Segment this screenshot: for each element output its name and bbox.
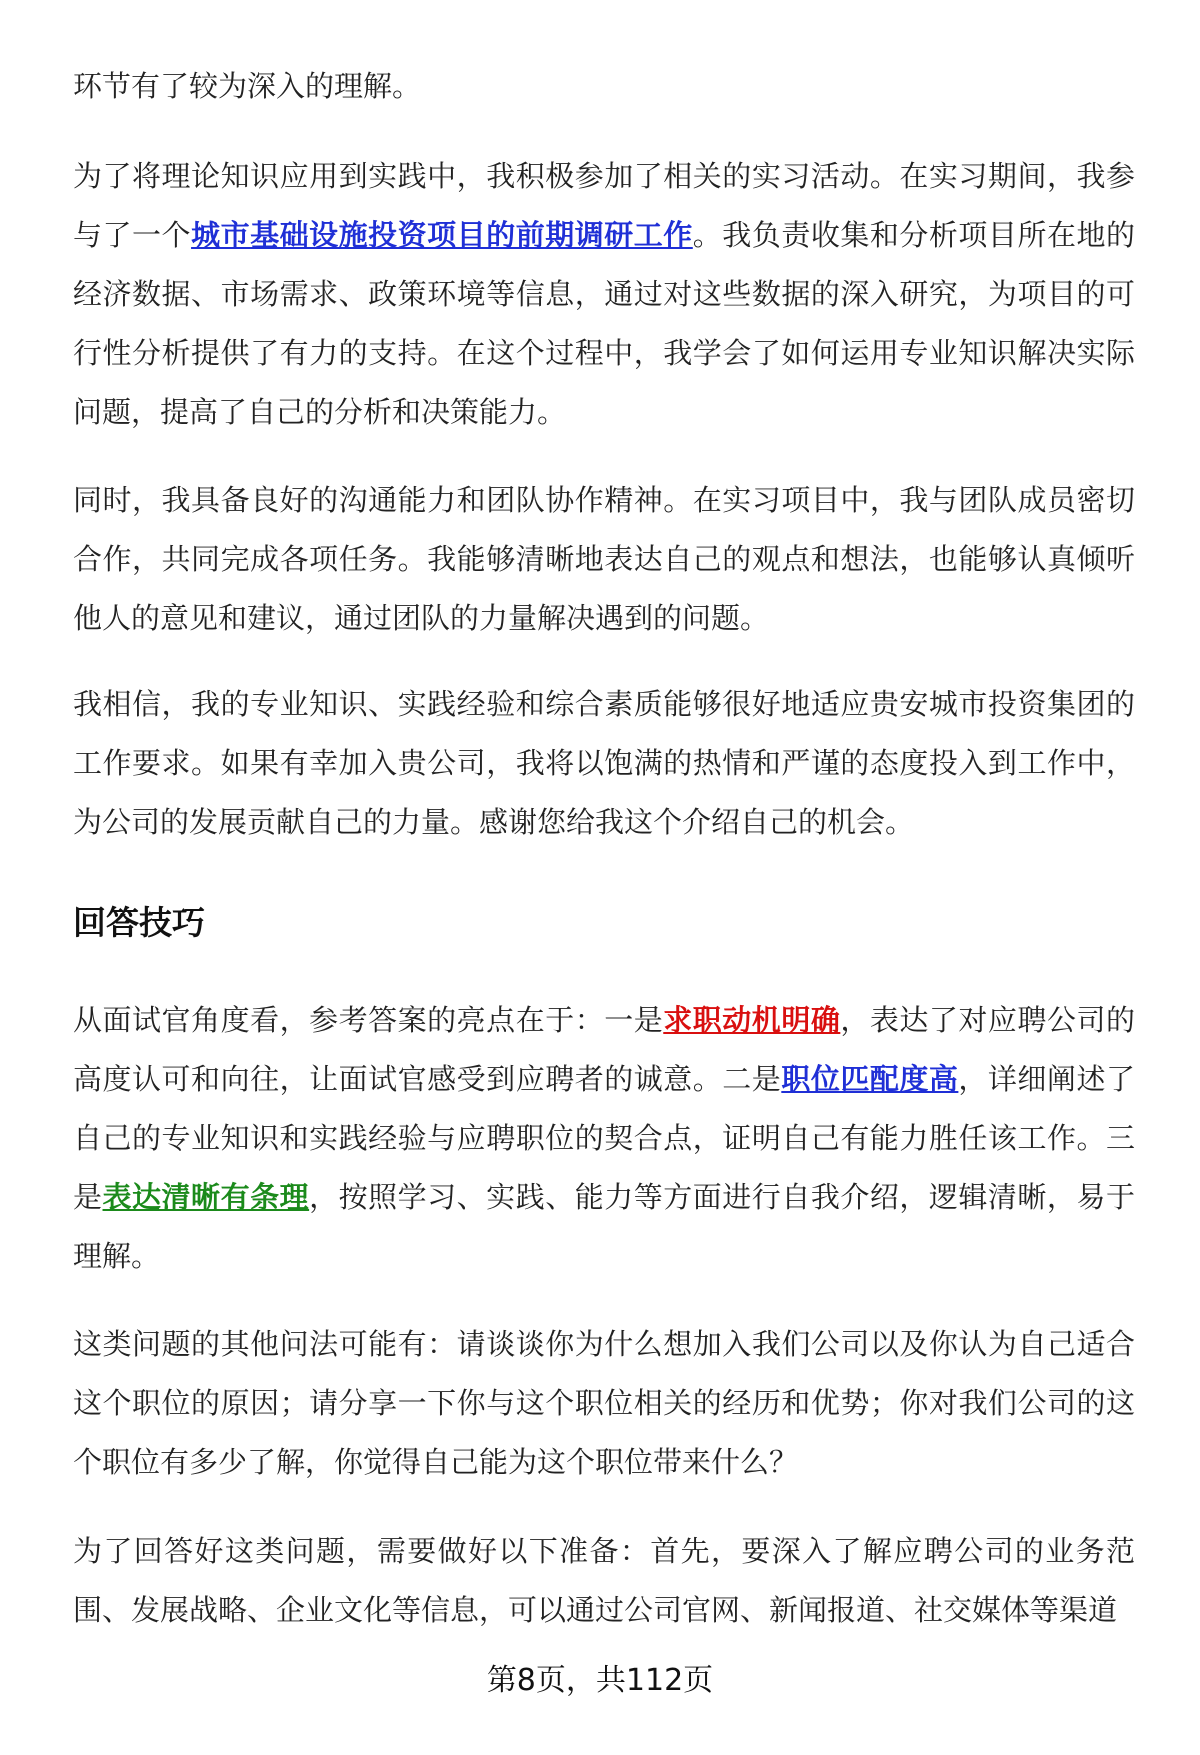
paragraph-3: 同时，我具备良好的沟通能力和团队协作精神。在实习项目中，我与团队成员密切合作，共同完成各项任务。我能够清晰地表达自己的观点和想法，也能够认真倾听他人的意见和建议，通过团队的力量解决遇到的问题。: [73, 483, 1135, 635]
paragraph-5: [73, 991, 1135, 1286]
highlight-clarity[interactable]: 表达清晰有条理: [102, 1180, 310, 1214]
text: ，按照学习、实践、能力等方面进行自我介绍，逻辑清晰，易于理解。: [73, 1180, 1135, 1273]
page-footer: 第8页，共112页: [486, 1663, 714, 1698]
text: ，表达了对应聘公司的高度认可和向往，让面试官感受到应聘者的诚意。二是: [73, 1003, 1135, 1096]
paragraph-1: 环节有了较为深入的理解。: [73, 69, 422, 103]
highlight-job-match[interactable]: 职位匹配度高: [781, 1062, 959, 1096]
text: ，详细阐述了自己的专业知识和实践经验与应聘职位的契合点，证明自己有能力胜任该工作。三是: [73, 1062, 1135, 1214]
text: 。我负责收集和分析项目所在地的经济数据、市场需求、政策环境等信息，通过对这些数据的深入研究，为项目的可行性分析提供了有力的支持。在这个过程中，我学会了如何运用专业知识解决实际问题，提高了自己的分析和决策能力。: [73, 218, 1135, 429]
highlight-motivation[interactable]: 求职动机明确: [663, 1003, 841, 1037]
paragraph-4: 我相信，我的专业知识、实践经验和综合素质能够很好地适应贵安城市投资集团的工作要求。如果有幸加入贵公司，我将以饱满的热情和严谨的态度投入到工作中，为公司的发展贡献自己的力量。感谢您给我这个介绍自己的机会。: [73, 687, 1135, 839]
text: 为了将理论知识应用到实践中，我积极参加了相关的实习活动。在实习期间，我参与了一个: [73, 159, 1135, 252]
text: 从面试官角度看，参考答案的亮点在于：一是: [73, 1003, 664, 1037]
link-project[interactable]: 城市基础设施投资项目的前期调研工作: [191, 218, 693, 252]
paragraph-2: [73, 147, 1135, 442]
section-heading: 回答技巧: [73, 903, 205, 942]
paragraph-6: 这类问题的其他问法可能有：请谈谈你为什么想加入我们公司以及你认为自己适合这个职位的原因；请分享一下你与这个职位相关的经历和优势；你对我们公司的这个职位有多少了解，你觉得自己能为这个职位带来什么？: [73, 1327, 1135, 1479]
paragraph-7: 为了回答好这类问题，需要做好以下准备：首先，要深入了解应聘公司的业务范围、发展战略、企业文化等信息，可以通过公司官网、新闻报道、社交媒体等渠道: [73, 1534, 1135, 1627]
